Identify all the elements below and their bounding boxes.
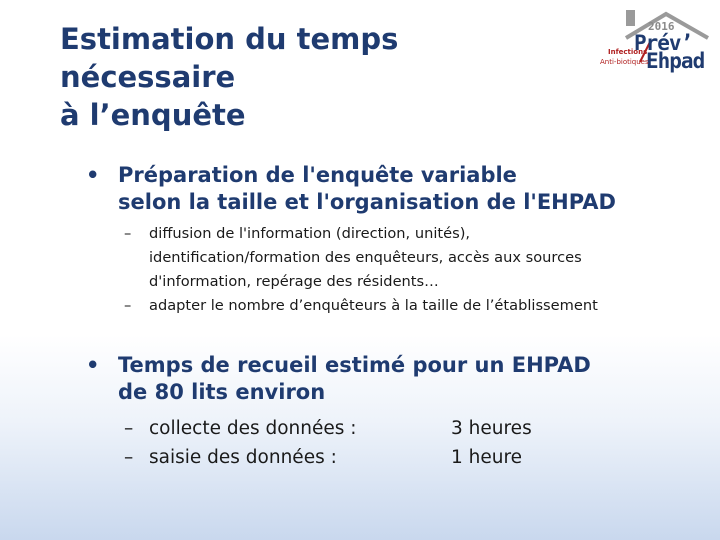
slide-title-line-2: à l’enquête [60, 98, 246, 132]
prev-ehpad-logo [596, 8, 714, 74]
logo-side-line-2: Anti-biotiques [600, 58, 649, 66]
dash-glyph: – [124, 418, 134, 439]
subitem-collecte-label: collecte des données : [149, 418, 357, 439]
bullet-temps-recueil-line-2: de 80 lits environ [118, 380, 326, 404]
subitem-collecte-value: 3 heures [451, 418, 532, 439]
subitem-saisie-label: saisie des données : [149, 447, 337, 468]
logo-side-line-1: Infections [608, 48, 648, 56]
slide-title [60, 20, 560, 134]
subitem-adapter-line-1: adapter le nombre d’enquêteurs à la taille de l’établissement [149, 297, 598, 314]
logo-year: 2016 [648, 20, 675, 33]
bullet-preparation-line-2: selon la taille et l'organisation de l'EHPAD [118, 190, 616, 214]
logo-brand-line-1: Prév’ [634, 31, 693, 55]
bullet-dot: • [86, 163, 100, 187]
dash-glyph: – [124, 447, 134, 468]
subitem-diffusion-line-1: diffusion de l'information (direction, unités), [149, 225, 471, 242]
bullet-temps-recueil-line-1: Temps de recueil estimé pour un EHPAD [118, 353, 591, 377]
subitem-diffusion-line-3: d'information, repérage des résidents… [149, 272, 439, 290]
dash-glyph: – [124, 297, 132, 314]
subitem-diffusion-line-2: identification/formation des enquêteurs, accès aux sources [149, 248, 582, 266]
logo-brand-line-2: Ehpad [646, 49, 705, 73]
bullet-dot: • [86, 353, 100, 377]
subitem-saisie-value: 1 heure [451, 447, 523, 468]
slide-title-line-1: Estimation du temps nécessaire [60, 22, 399, 94]
bullet-preparation-line-1: Préparation de l'enquête variable [118, 163, 517, 187]
dash-glyph: – [124, 225, 132, 242]
